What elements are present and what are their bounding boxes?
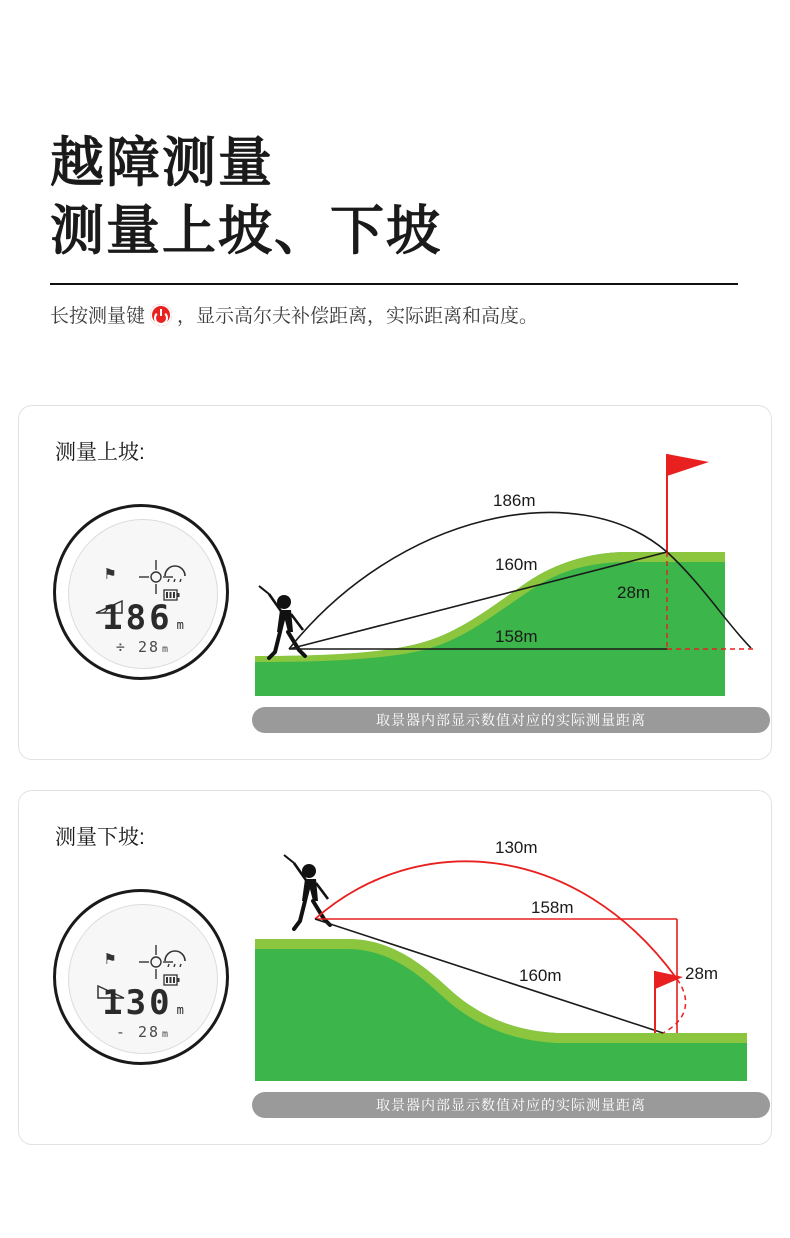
label-base-distance: 158m [495,627,538,646]
flag-banner [667,454,709,476]
label-base-distance: 160m [519,966,562,985]
trajectory-tail [663,979,686,1033]
display-screen [68,904,218,1054]
card-downhill [18,790,772,1145]
hill-shape [255,939,747,1081]
label-arc-distance: 130m [495,838,538,857]
display-screen [68,519,218,669]
flag-banner [655,971,683,989]
subtitle-text-after: ，显示高尔夫补偿距离，实际距离和高度。 [177,306,539,327]
scene-downhill [247,819,755,1119]
uphill-illustration [247,434,755,734]
rain-icon [163,949,187,967]
downhill-illustration [247,819,755,1119]
subtitle-text-before: 长按测量键 [50,306,146,327]
label-arc-distance: 186m [493,491,536,510]
scene-uphill [247,434,755,734]
card-downhill-title: 测量下坡: [55,826,145,849]
display-main-value: 130 m [102,983,184,1023]
caption-downhill: 取景器内部显示数值对应的实际测量距离 [252,1092,770,1118]
display-sub-value: - 28 m [115,1023,171,1041]
rangefinder-display-downhill [53,889,229,1065]
display-bezel [53,504,229,680]
rain-icon [163,564,187,582]
caption-uphill: 取景器内部显示数值对应的实际测量距离 [252,707,770,733]
display-sub-value: ÷ 28 m [115,638,171,656]
label-line-distance: 158m [531,898,574,917]
flag-icon: ⚑ [105,949,116,969]
label-line-distance: 160m [495,555,538,574]
page-title-line-1: 越障测量 [50,133,274,193]
hill-shape [255,552,725,696]
card-uphill [18,405,772,760]
rangefinder-display-uphill [53,504,229,680]
label-height: 28m [617,583,651,602]
subtitle [50,301,750,328]
page-title-line-2: 测量上坡、下坡 [50,200,442,261]
label-height: 28m [685,964,719,983]
golfer-figure [284,855,330,929]
display-main-value: 186 m [102,598,184,638]
title-divider [50,283,738,285]
display-bezel [53,889,229,1065]
card-uphill-title: 测量上坡: [55,441,145,464]
flag-icon: ⚑ [105,564,116,584]
power-button-icon [150,304,172,326]
page-header [50,130,750,328]
